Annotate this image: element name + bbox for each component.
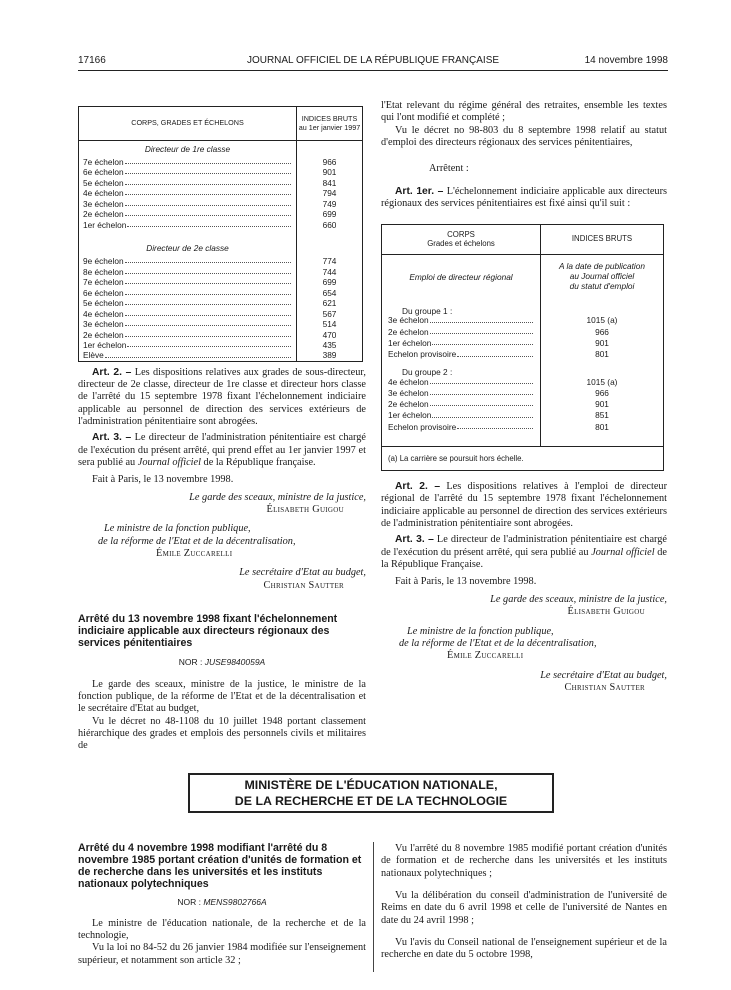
table-row: [382, 399, 664, 410]
table-row: [79, 309, 363, 320]
indice-value: 470: [297, 330, 363, 341]
signature-budget-right: Le secrétaire d'Etat au budget, Christian Sautter: [540, 669, 667, 693]
indice-value: 801: [541, 349, 664, 360]
table-row: [382, 376, 664, 387]
decree-title: Arrêté du 13 novembre 1998 fixant l'échelonnement indiciaire applicable aux directeurs régionaux des services pénitentiaires: [78, 613, 338, 649]
preamble: Le garde des sceaux, ministre de la justice, le ministre de la fonction publique, de la réforme de l'Etat et de la décentralisation et le secrétaire d'Etat au budget,: [78, 678, 366, 715]
echelon-label: 6e échelon: [83, 167, 124, 178]
indice-value: 901: [297, 167, 363, 178]
echelon-label: 3e échelon: [83, 198, 124, 209]
echelon-label: 1er échelon: [83, 340, 127, 351]
echelon-label: 7e échelon: [83, 277, 124, 288]
journal-title: JOURNAL OFFICIEL DE LA RÉPUBLIQUE FRANÇAISE: [246, 55, 500, 66]
table-body: [79, 141, 363, 362]
right-column: [381, 100, 667, 694]
echelon-label: 3e échelon: [83, 319, 124, 330]
signature-justice-right: Le garde des sceaux, ministre de la justice, Élisabeth Guigou: [490, 593, 667, 618]
table-row: [79, 157, 363, 168]
echelon-label: 2e échelon: [388, 326, 429, 337]
indice-value: 1015 (a): [541, 315, 664, 326]
table-row: [382, 315, 664, 326]
echelon-label: 2e échelon: [388, 399, 429, 410]
visa-decret-1998: Vu le décret no 98-803 du 8 septembre 1998 relatif au statut d'emploi des directeurs régionaux des services pénitentiaires,: [381, 124, 667, 149]
table-header-indices: INDICES BRUTS au 1er janvier 1997: [297, 107, 363, 141]
table-header-corps: CORPS, GRADES ET ÉCHELONS: [79, 107, 297, 141]
indice-value: 699: [297, 277, 363, 288]
preamble-education: Le ministre de l'éducation nationale, de la recherche et de la technologie,: [78, 917, 366, 941]
emploi-label: Emploi de directeur régional: [409, 272, 513, 282]
page-header: [78, 55, 668, 69]
group-title: Du groupe 1 :: [402, 305, 453, 316]
indice-value: 774: [297, 256, 363, 267]
echelon-label: 8e échelon: [83, 266, 124, 277]
bottom-right-column: [381, 843, 667, 962]
echelon-label: 5e échelon: [83, 177, 124, 188]
group-title: Directeur de 1re classe: [144, 143, 231, 154]
table-row: [79, 256, 363, 267]
echelon-label: 4e échelon: [388, 376, 429, 387]
group-title: Directeur de 2e classe: [146, 242, 229, 253]
indice-value: 966: [297, 157, 363, 168]
visa-continued: l'Etat relevant du régime général des retraites, ensemble les textes qui l'ont modifié et complété ;: [381, 100, 667, 124]
table-row: [79, 319, 363, 330]
table-row: [79, 167, 363, 178]
indice-value: 794: [297, 188, 363, 199]
table-row: [382, 326, 664, 337]
article-1: Art. 1er. – L'échelonnement indiciaire applicable aux directeurs régionaux des services pénitentiaires est fixé ainsi qu'il suit :: [381, 185, 668, 210]
echelon-label: 4e échelon: [83, 188, 124, 199]
echelon-label: Elève: [83, 350, 104, 361]
echelon-label: 2e échelon: [83, 209, 124, 220]
indices-table-directeurs: [78, 106, 363, 362]
indice-value: 660: [297, 220, 363, 231]
group-title: Du groupe 2 :: [402, 366, 453, 377]
echelon-label: 6e échelon: [83, 287, 124, 298]
table-footnote: (a) La carrière se poursuit hors échelle.: [382, 447, 664, 471]
nor-reference: NOR : JUSE9840059A: [178, 656, 266, 667]
table-group-row: [79, 240, 363, 256]
table-row: [79, 330, 363, 341]
table2-header-corps: CORPS Grades et échelons: [382, 225, 541, 255]
visa-avis-cneser: Vu l'avis du Conseil national de l'enseignement supérieur et de la recherche en date du 5 octobre 1998,: [381, 937, 667, 961]
indice-value: 841: [297, 178, 363, 189]
echelon-label: 4e échelon: [83, 308, 124, 319]
echelon-label: Echelon provisoire: [388, 349, 457, 360]
fait-a-paris-right: Fait à Paris, le 13 novembre 1998.: [395, 576, 537, 588]
article-3: Art. 3. – Le directeur de l'administration pénitentiaire est chargé de l'exécution du présent arrêté, qui prend effet au 1er janvier 1997 et sera publié au Journal officiel de la République française.: [78, 432, 367, 468]
bottom-left-column: [78, 843, 366, 967]
article-3-right: Art. 3. – Le directeur de l'administration pénitentiaire est chargé de l'exécution du présent arrêté, qui sera publié au Journal officiel de la République Française.: [381, 534, 668, 571]
echelon-label: 9e échelon: [83, 256, 124, 267]
table-row: [79, 351, 363, 362]
indice-value: 621: [297, 298, 363, 309]
indice-value: 851: [541, 410, 664, 421]
indice-value: 744: [297, 267, 363, 278]
table-row: [382, 349, 664, 360]
echelon-label: Echelon provisoire: [388, 421, 457, 432]
left-column: [78, 106, 366, 753]
visa-decret-1948: Vu le décret no 48-1108 du 10 juillet 1948 portant classement hiérarchique des grades et emplois des personnels civils et militaires de: [78, 715, 366, 752]
echelon-label: 1er échelon: [388, 338, 432, 348]
arretent: Arrêtent :: [429, 163, 469, 175]
column-divider: [373, 842, 374, 972]
table-row: [382, 421, 664, 432]
table2-header-indices: INDICES BRUTS: [541, 225, 664, 255]
indice-value: 567: [297, 309, 363, 320]
signature-fonction-publique-right: Le ministre de la fonction publique, de la réforme de l'Etat et de la décentralisation, Émile Zuccarelli: [399, 625, 597, 662]
table-row: [79, 340, 363, 351]
echelon-label: 1er échelon: [83, 219, 127, 230]
date-publication: A la date de publication au Journal officiel du statut d'emploi: [541, 255, 664, 299]
table-row: [79, 199, 363, 210]
table-row: [79, 209, 363, 220]
table-row: [79, 298, 363, 309]
signature-justice: Le garde des sceaux, ministre de la justice, Élisabeth Guigou: [189, 491, 366, 515]
table-row: [382, 387, 664, 398]
echelon-label: 7e échelon: [83, 156, 124, 167]
table-row: [79, 188, 363, 199]
indice-value: 966: [541, 326, 664, 337]
table2-body: [382, 255, 664, 471]
indice-value: 435: [297, 340, 363, 351]
indice-value: 514: [297, 319, 363, 330]
table-row: [79, 277, 363, 288]
indice-value: 901: [541, 338, 664, 349]
indice-value: 654: [297, 288, 363, 299]
article-2: Art. 2. – Les dispositions relatives aux grades de sous-directeur, directeur de 2e classe, directeur de 1re classe et directeur hors classe de l'arrêté du 15 septembre 1978 fixant l'échelonnement indiciaire applicable au personnel de direction des services extérieurs de l'administration pénitentiaire sont abrogées.: [78, 366, 366, 427]
table-row: [382, 410, 664, 421]
ministry-heading: MINISTÈRE DE L'ÉDUCATION NATIONALE, DE LA RECHERCHE ET DE LA TECHNOLOGIE: [188, 773, 554, 813]
fait-a-paris: Fait à Paris, le 13 novembre 1998.: [92, 474, 234, 486]
signature-fonction-publique: Le ministre de la fonction publique, de la réforme de l'Etat et de la décentralisation, Émile Zuccarelli: [98, 523, 296, 559]
echelon-label: 5e échelon: [83, 298, 124, 309]
nor-reference-education: NOR : MENS9802766A: [177, 897, 267, 908]
article-2-right: Art. 2. – Les dispositions relatives à l'emploi de directeur régional de l'arrêté du 15 septembre 1978 fixant l'échelonnement indiciaire applicable au personnel de direction des services extérieurs de l'administration pénitentiaire sont abrogées.: [381, 481, 667, 530]
header-rule: [78, 70, 668, 71]
echelon-label: 1er échelon: [388, 410, 432, 421]
indice-value: 1015 (a): [541, 376, 664, 387]
table-row: [79, 267, 363, 278]
indice-value: 389: [297, 351, 363, 362]
indice-value: 966: [541, 387, 664, 398]
visa-deliberation: Vu la délibération du conseil d'administration de l'université de Reims en date du 6 avril 1998 et celle de l'université de Nantes en date du 24 avril 1998 ;: [381, 890, 667, 926]
signature-budget: Le secrétaire d'Etat au budget, Christian Sautter: [239, 567, 366, 591]
indices-table-regional: [381, 224, 664, 471]
echelon-label: 3e échelon: [388, 315, 429, 326]
table-group-row: [79, 141, 363, 157]
page-number: 17166: [78, 55, 106, 66]
indice-value: 749: [297, 199, 363, 210]
table-row: [382, 338, 664, 349]
issue-date: 14 novembre 1998: [584, 55, 668, 66]
indice-value: 901: [541, 399, 664, 410]
table-row: [79, 288, 363, 299]
echelon-label: 2e échelon: [83, 329, 124, 340]
indice-value: 801: [541, 421, 664, 432]
echelon-label: 3e échelon: [388, 387, 429, 398]
decree-title-education: Arrêté du 4 novembre 1998 modifiant l'arrêté du 8 novembre 1985 portant création d'unités de formation et de recherche dans les universités et les instituts nationaux polytechniques: [78, 842, 362, 890]
visa-arrete-1985: Vu l'arrêté du 8 novembre 1985 modifié portant création d'unités de formation et de recherche dans les universités et les instituts nationaux polytechniques ;: [381, 843, 667, 879]
visa-loi-1984: Vu la loi no 84-52 du 26 janvier 1984 modifiée sur l'enseignement supérieur, et notamment son article 32 ;: [78, 942, 366, 966]
table-row: [79, 220, 363, 231]
table-row: [79, 178, 363, 189]
indice-value: 699: [297, 209, 363, 220]
